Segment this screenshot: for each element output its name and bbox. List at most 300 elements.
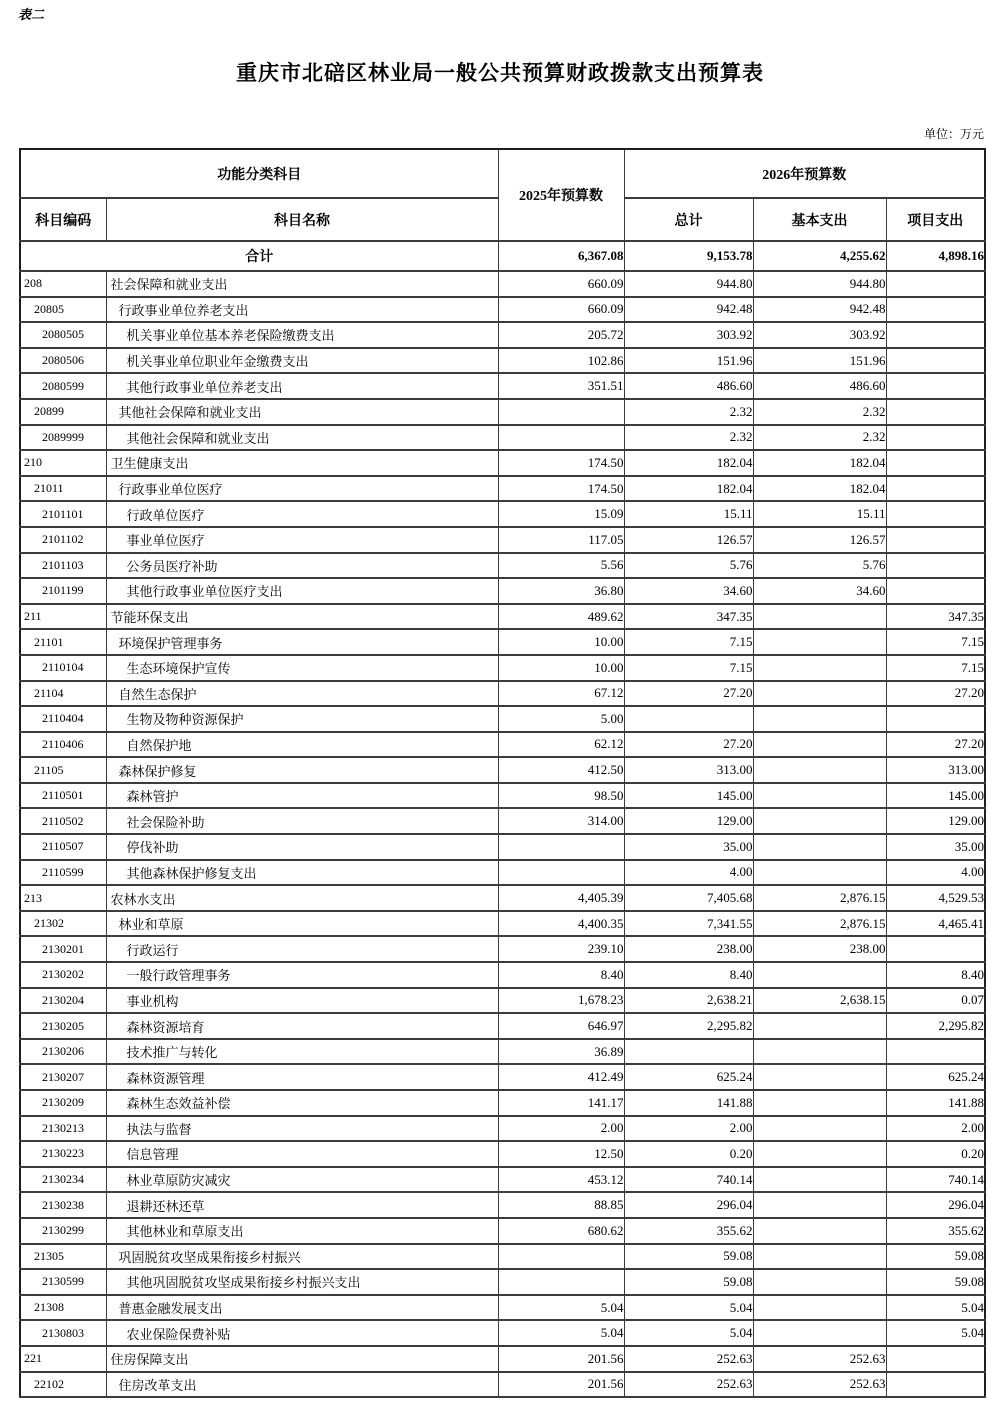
name-cell: 停伐补助: [106, 834, 498, 860]
project-2026-cell: [886, 1372, 985, 1398]
total-2026-cell: 238.00: [624, 936, 753, 962]
project-2026-cell: [886, 706, 985, 732]
project-2026-cell: [886, 501, 985, 527]
project-2026-cell: [886, 297, 985, 323]
budget-2025-cell: 4,400.35: [498, 911, 624, 937]
name-cell: 退耕还林还草: [106, 1192, 498, 1218]
basic-2026-cell: 303.92: [753, 322, 886, 348]
code-cell: 2101102: [20, 527, 106, 553]
name-cell: 普惠金融发展支出: [106, 1295, 498, 1321]
total-2026-cell: 15.11: [624, 501, 753, 527]
header-subject-name: 科目名称: [106, 198, 498, 241]
table-row: [20, 1064, 985, 1090]
project-2026-cell: 0.07: [886, 988, 985, 1014]
project-2026-cell: [886, 1346, 985, 1372]
table-row: [20, 860, 985, 886]
budget-2025-cell: 5.00: [498, 706, 624, 732]
table-row: [20, 936, 985, 962]
total-2026-cell: 141.88: [624, 1090, 753, 1116]
total-2026-cell: 252.63: [624, 1372, 753, 1398]
total-2026-cell: 151.96: [624, 348, 753, 374]
budget-2025-cell: [498, 1244, 624, 1270]
name-cell: 农林水支出: [106, 885, 498, 911]
basic-2026-cell: [753, 1167, 886, 1193]
table-row: [20, 1192, 985, 1218]
project-2026-cell: [886, 1039, 985, 1065]
budget-2025-cell: 2.00: [498, 1116, 624, 1142]
name-cell: 自然保护地: [106, 732, 498, 758]
page-title: 重庆市北碚区林业局一般公共预算财政拨款支出预算表: [236, 61, 764, 85]
table-row: [20, 706, 985, 732]
table-row: [20, 604, 985, 630]
total-2026-cell: 296.04: [624, 1192, 753, 1218]
code-cell: 21302: [20, 911, 106, 937]
budget-2025-cell: 62.12: [498, 732, 624, 758]
basic-2026-cell: [753, 1218, 886, 1244]
grand-total-row: [20, 241, 985, 271]
project-2026-cell: 4,529.53: [886, 885, 985, 911]
total-2026-cell: 35.00: [624, 834, 753, 860]
total-2026-cell: 59.08: [624, 1244, 753, 1270]
project-2026-cell: 7.15: [886, 629, 985, 655]
code-cell: 210: [20, 450, 106, 476]
basic-2026-cell: 2,876.15: [753, 885, 886, 911]
grand-total-project-2026: 4,898.16: [886, 241, 985, 271]
table-row: [20, 629, 985, 655]
code-cell: 2110502: [20, 808, 106, 834]
total-2026-cell: 34.60: [624, 578, 753, 604]
name-cell: 其他社会保障和就业支出: [106, 399, 498, 425]
table-row: [20, 1295, 985, 1321]
name-cell: 其他巩固脱贫攻坚成果衔接乡村振兴支出: [106, 1269, 498, 1295]
name-cell: 技术推广与转化: [106, 1039, 498, 1065]
name-cell: 一般行政管理事务: [106, 962, 498, 988]
basic-2026-cell: [753, 783, 886, 809]
name-cell: 森林保护修复: [106, 757, 498, 783]
project-2026-cell: 313.00: [886, 757, 985, 783]
total-2026-cell: 4.00: [624, 860, 753, 886]
table-row: [20, 757, 985, 783]
name-cell: 住房改革支出: [106, 1372, 498, 1398]
header-basic-2026: 基本支出: [753, 198, 886, 241]
budget-2025-cell: 201.56: [498, 1372, 624, 1398]
project-2026-cell: 8.40: [886, 962, 985, 988]
code-cell: 2110406: [20, 732, 106, 758]
basic-2026-cell: [753, 1013, 886, 1039]
table-row: [20, 885, 985, 911]
project-2026-cell: [886, 936, 985, 962]
name-cell: 自然生态保护: [106, 681, 498, 707]
code-cell: 2110104: [20, 655, 106, 681]
total-2026-cell: [624, 1039, 753, 1065]
total-2026-cell: 303.92: [624, 322, 753, 348]
grand-total-budget-2025: 6,367.08: [498, 241, 624, 271]
basic-2026-cell: [753, 962, 886, 988]
code-cell: 2110507: [20, 834, 106, 860]
name-cell: 机关事业单位职业年金缴费支出: [106, 348, 498, 374]
project-2026-cell: 625.24: [886, 1064, 985, 1090]
code-cell: 20899: [20, 399, 106, 425]
table-row: [20, 1218, 985, 1244]
table-row: [20, 988, 985, 1014]
project-2026-cell: [886, 348, 985, 374]
code-cell: 2130213: [20, 1116, 106, 1142]
total-2026-cell: 0.20: [624, 1141, 753, 1167]
budget-2025-cell: 4,405.39: [498, 885, 624, 911]
name-cell: 住房保障支出: [106, 1346, 498, 1372]
unit-note: 单位：万元: [923, 127, 984, 141]
name-cell: 公务员医疗补助: [106, 553, 498, 579]
budget-2025-cell: 453.12: [498, 1167, 624, 1193]
total-2026-cell: 486.60: [624, 373, 753, 399]
code-cell: 2130202: [20, 962, 106, 988]
total-2026-cell: 182.04: [624, 476, 753, 502]
table-row: [20, 373, 985, 399]
name-cell: 机关事业单位基本养老保险缴费支出: [106, 322, 498, 348]
basic-2026-cell: 182.04: [753, 450, 886, 476]
basic-2026-cell: 2.32: [753, 399, 886, 425]
name-cell: 其他森林保护修复支出: [106, 860, 498, 886]
project-2026-cell: 2.00: [886, 1116, 985, 1142]
code-cell: 22102: [20, 1372, 106, 1398]
table-row: [20, 808, 985, 834]
budget-2025-cell: 102.86: [498, 348, 624, 374]
table-row: [20, 962, 985, 988]
total-2026-cell: 2.32: [624, 425, 753, 451]
code-cell: 2101103: [20, 553, 106, 579]
name-cell: 生物及物种资源保护: [106, 706, 498, 732]
project-2026-cell: 7.15: [886, 655, 985, 681]
code-cell: 21104: [20, 681, 106, 707]
code-cell: 2080599: [20, 373, 106, 399]
budget-2025-cell: 489.62: [498, 604, 624, 630]
budget-2025-cell: [498, 425, 624, 451]
code-cell: 2130599: [20, 1269, 106, 1295]
table-row: [20, 501, 985, 527]
basic-2026-cell: [753, 1320, 886, 1346]
name-cell: 森林资源管理: [106, 1064, 498, 1090]
header-project-2026: 项目支出: [886, 198, 985, 241]
table-row: [20, 732, 985, 758]
table-row: [20, 271, 985, 297]
table-row: [20, 911, 985, 937]
basic-2026-cell: 944.80: [753, 271, 886, 297]
basic-2026-cell: 151.96: [753, 348, 886, 374]
budget-2025-cell: 88.85: [498, 1192, 624, 1218]
budget-2025-cell: 412.50: [498, 757, 624, 783]
basic-2026-cell: 182.04: [753, 476, 886, 502]
code-cell: 21101: [20, 629, 106, 655]
grand-total-label: 合计: [20, 241, 498, 271]
total-2026-cell: 5.04: [624, 1295, 753, 1321]
total-2026-cell: 252.63: [624, 1346, 753, 1372]
name-cell: 其他社会保障和就业支出: [106, 425, 498, 451]
table-row: [20, 399, 985, 425]
budget-2025-cell: 141.17: [498, 1090, 624, 1116]
project-2026-cell: 141.88: [886, 1090, 985, 1116]
name-cell: 巩固脱贫攻坚成果衔接乡村振兴: [106, 1244, 498, 1270]
form-number-label: 表二: [18, 7, 45, 22]
table-row: [20, 1269, 985, 1295]
code-cell: 2101101: [20, 501, 106, 527]
name-cell: 森林管护: [106, 783, 498, 809]
basic-2026-cell: [753, 681, 886, 707]
budget-2025-cell: 174.50: [498, 450, 624, 476]
budget-2025-cell: [498, 1269, 624, 1295]
project-2026-cell: 296.04: [886, 1192, 985, 1218]
budget-2025-cell: 5.04: [498, 1295, 624, 1321]
project-2026-cell: 27.20: [886, 681, 985, 707]
budget-2025-cell: [498, 834, 624, 860]
table-row: [20, 834, 985, 860]
table-row: [20, 1244, 985, 1270]
code-cell: 2089999: [20, 425, 106, 451]
table-row: [20, 425, 985, 451]
basic-2026-cell: [753, 604, 886, 630]
basic-2026-cell: [753, 706, 886, 732]
budget-2025-cell: 660.09: [498, 271, 624, 297]
total-2026-cell: 7.15: [624, 655, 753, 681]
name-cell: 信息管理: [106, 1141, 498, 1167]
budget-2025-cell: 98.50: [498, 783, 624, 809]
project-2026-cell: [886, 553, 985, 579]
code-cell: 2130204: [20, 988, 106, 1014]
project-2026-cell: 2,295.82: [886, 1013, 985, 1039]
project-2026-cell: 4.00: [886, 860, 985, 886]
code-cell: 2130201: [20, 936, 106, 962]
basic-2026-cell: 252.63: [753, 1372, 886, 1398]
basic-2026-cell: 2,876.15: [753, 911, 886, 937]
project-2026-cell: [886, 271, 985, 297]
project-2026-cell: 740.14: [886, 1167, 985, 1193]
table-row: [20, 1141, 985, 1167]
budget-2025-cell: 412.49: [498, 1064, 624, 1090]
budget-2025-cell: 201.56: [498, 1346, 624, 1372]
header-budget-2025: 2025年预算数: [498, 149, 624, 241]
budget-2025-cell: 36.80: [498, 578, 624, 604]
project-2026-cell: [886, 425, 985, 451]
grand-total-basic-2026: 4,255.62: [753, 241, 886, 271]
total-2026-cell: 145.00: [624, 783, 753, 809]
code-cell: 2080505: [20, 322, 106, 348]
code-cell: 21308: [20, 1295, 106, 1321]
budget-2025-cell: 351.51: [498, 373, 624, 399]
code-cell: 208: [20, 271, 106, 297]
name-cell: 事业机构: [106, 988, 498, 1014]
basic-2026-cell: [753, 757, 886, 783]
table-row: [20, 1320, 985, 1346]
table-row: [20, 655, 985, 681]
name-cell: 其他林业和草原支出: [106, 1218, 498, 1244]
header-total-2026: 总计: [624, 198, 753, 241]
project-2026-cell: 27.20: [886, 732, 985, 758]
table-row: [20, 450, 985, 476]
basic-2026-cell: 15.11: [753, 501, 886, 527]
basic-2026-cell: [753, 808, 886, 834]
total-2026-cell: 355.62: [624, 1218, 753, 1244]
project-2026-cell: 59.08: [886, 1244, 985, 1270]
code-cell: 221: [20, 1346, 106, 1372]
basic-2026-cell: [753, 834, 886, 860]
code-cell: 21105: [20, 757, 106, 783]
name-cell: 社会保障和就业支出: [106, 271, 498, 297]
budget-2025-cell: 680.62: [498, 1218, 624, 1244]
name-cell: 节能环保支出: [106, 604, 498, 630]
total-2026-cell: 129.00: [624, 808, 753, 834]
name-cell: 事业单位医疗: [106, 527, 498, 553]
code-cell: 2101199: [20, 578, 106, 604]
basic-2026-cell: [753, 1116, 886, 1142]
basic-2026-cell: [753, 1192, 886, 1218]
basic-2026-cell: [753, 1244, 886, 1270]
total-2026-cell: 7,341.55: [624, 911, 753, 937]
basic-2026-cell: [753, 860, 886, 886]
basic-2026-cell: 34.60: [753, 578, 886, 604]
code-cell: 2130206: [20, 1039, 106, 1065]
project-2026-cell: [886, 399, 985, 425]
budget-2025-cell: 8.40: [498, 962, 624, 988]
code-cell: 21305: [20, 1244, 106, 1270]
basic-2026-cell: 252.63: [753, 1346, 886, 1372]
name-cell: 执法与监督: [106, 1116, 498, 1142]
name-cell: 生态环境保护宣传: [106, 655, 498, 681]
project-2026-cell: 145.00: [886, 783, 985, 809]
budget-2025-cell: 239.10: [498, 936, 624, 962]
project-2026-cell: 35.00: [886, 834, 985, 860]
total-2026-cell: 2,638.21: [624, 988, 753, 1014]
basic-2026-cell: 2,638.15: [753, 988, 886, 1014]
basic-2026-cell: 2.32: [753, 425, 886, 451]
name-cell: 农业保险保费补贴: [106, 1320, 498, 1346]
total-2026-cell: [624, 706, 753, 732]
budget-2025-cell: 10.00: [498, 629, 624, 655]
basic-2026-cell: 5.76: [753, 553, 886, 579]
total-2026-cell: 2.32: [624, 399, 753, 425]
total-2026-cell: 59.08: [624, 1269, 753, 1295]
budget-2025-cell: 646.97: [498, 1013, 624, 1039]
table-row: [20, 1346, 985, 1372]
basic-2026-cell: 486.60: [753, 373, 886, 399]
budget-2025-cell: 1,678.23: [498, 988, 624, 1014]
basic-2026-cell: [753, 1141, 886, 1167]
table-header: [20, 149, 985, 241]
header-subject-code: 科目编码: [20, 198, 106, 241]
table-row: [20, 1090, 985, 1116]
budget-2025-cell: [498, 860, 624, 886]
code-cell: 2130299: [20, 1218, 106, 1244]
table-row: [20, 1039, 985, 1065]
code-cell: 2110501: [20, 783, 106, 809]
project-2026-cell: [886, 476, 985, 502]
project-2026-cell: 5.04: [886, 1295, 985, 1321]
table-row: [20, 527, 985, 553]
table-row: [20, 297, 985, 323]
project-2026-cell: [886, 450, 985, 476]
project-2026-cell: 59.08: [886, 1269, 985, 1295]
name-cell: 卫生健康支出: [106, 450, 498, 476]
name-cell: 行政运行: [106, 936, 498, 962]
basic-2026-cell: [753, 629, 886, 655]
code-cell: 2130238: [20, 1192, 106, 1218]
budget-table: [19, 148, 986, 1398]
budget-2025-cell: 660.09: [498, 297, 624, 323]
budget-2025-cell: 174.50: [498, 476, 624, 502]
project-2026-cell: [886, 373, 985, 399]
basic-2026-cell: 126.57: [753, 527, 886, 553]
total-2026-cell: 27.20: [624, 732, 753, 758]
basic-2026-cell: 942.48: [753, 297, 886, 323]
grand-total-total-2026: 9,153.78: [624, 241, 753, 271]
table-row: [20, 783, 985, 809]
total-2026-cell: 2.00: [624, 1116, 753, 1142]
code-cell: 211: [20, 604, 106, 630]
name-cell: 森林资源培育: [106, 1013, 498, 1039]
table-row: [20, 1013, 985, 1039]
basic-2026-cell: [753, 1269, 886, 1295]
total-2026-cell: 7.15: [624, 629, 753, 655]
total-2026-cell: 5.76: [624, 553, 753, 579]
code-cell: 2130207: [20, 1064, 106, 1090]
code-cell: 2130223: [20, 1141, 106, 1167]
table-row: [20, 1116, 985, 1142]
table-row: [20, 553, 985, 579]
total-2026-cell: 313.00: [624, 757, 753, 783]
code-cell: 2130205: [20, 1013, 106, 1039]
budget-2025-cell: 15.09: [498, 501, 624, 527]
budget-2025-cell: 10.00: [498, 655, 624, 681]
code-cell: 21011: [20, 476, 106, 502]
table-row: [20, 348, 985, 374]
budget-2025-cell: 67.12: [498, 681, 624, 707]
name-cell: 森林生态效益补偿: [106, 1090, 498, 1116]
total-2026-cell: 740.14: [624, 1167, 753, 1193]
total-2026-cell: 2,295.82: [624, 1013, 753, 1039]
budget-2025-cell: 36.89: [498, 1039, 624, 1065]
table-row: [20, 1372, 985, 1398]
table-row: [20, 322, 985, 348]
table-body: [20, 241, 985, 1397]
project-2026-cell: [886, 578, 985, 604]
code-cell: 213: [20, 885, 106, 911]
total-2026-cell: 126.57: [624, 527, 753, 553]
code-cell: 2130803: [20, 1320, 106, 1346]
name-cell: 行政事业单位医疗: [106, 476, 498, 502]
code-cell: 2110599: [20, 860, 106, 886]
basic-2026-cell: [753, 655, 886, 681]
basic-2026-cell: [753, 1064, 886, 1090]
code-cell: 20805: [20, 297, 106, 323]
total-2026-cell: 944.80: [624, 271, 753, 297]
code-cell: 2080506: [20, 348, 106, 374]
total-2026-cell: 625.24: [624, 1064, 753, 1090]
project-2026-cell: 129.00: [886, 808, 985, 834]
total-2026-cell: 347.35: [624, 604, 753, 630]
project-2026-cell: [886, 322, 985, 348]
budget-2025-cell: 117.05: [498, 527, 624, 553]
code-cell: 2130209: [20, 1090, 106, 1116]
project-2026-cell: 347.35: [886, 604, 985, 630]
project-2026-cell: 355.62: [886, 1218, 985, 1244]
budget-2025-cell: 5.04: [498, 1320, 624, 1346]
basic-2026-cell: [753, 732, 886, 758]
name-cell: 行政单位医疗: [106, 501, 498, 527]
code-cell: 2130234: [20, 1167, 106, 1193]
total-2026-cell: 942.48: [624, 297, 753, 323]
basic-2026-cell: [753, 1039, 886, 1065]
total-2026-cell: 182.04: [624, 450, 753, 476]
project-2026-cell: [886, 527, 985, 553]
name-cell: 其他行政事业单位医疗支出: [106, 578, 498, 604]
